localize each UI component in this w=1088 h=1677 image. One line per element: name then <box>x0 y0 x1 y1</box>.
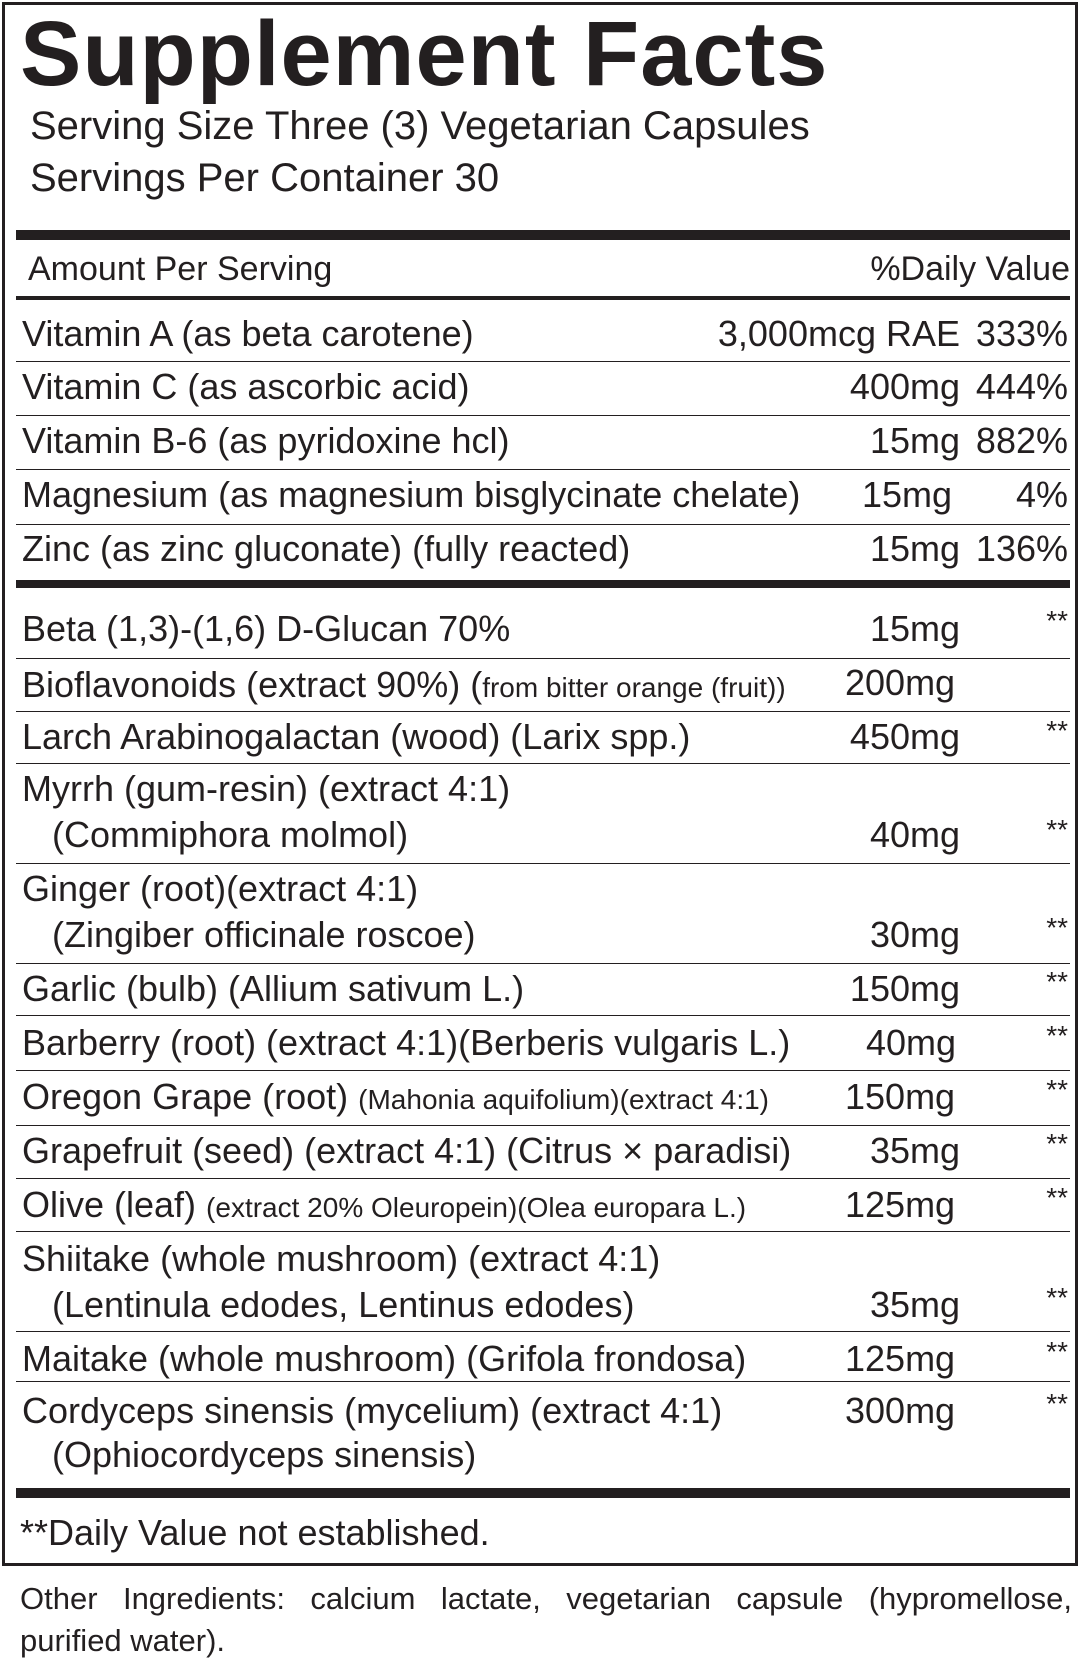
nutrient-amount: 400mg <box>849 366 960 407</box>
row-divider <box>16 361 1070 362</box>
row-divider <box>16 1070 1070 1071</box>
thick-divider <box>16 1488 1070 1498</box>
ingredient-amount: 30mg <box>869 914 960 955</box>
nutrient-name: Vitamin C (as ascorbic acid) <box>22 366 470 407</box>
dv-not-established-mark: ** <box>1046 1182 1068 1213</box>
nutrient-amount: 3,000mcg RAE <box>717 313 960 354</box>
dv-not-established-mark: ** <box>1046 1128 1068 1159</box>
ingredient-name: Myrrh (gum-resin) (extract 4:1) <box>22 768 511 809</box>
ingredient-latin-name: (Lentinula edodes, Lentinus edodes) <box>52 1284 635 1325</box>
panel-title: Supplement Facts <box>20 3 829 105</box>
ingredient-amount: 15mg <box>869 608 960 649</box>
ingredient-amount: 200mg <box>845 662 956 703</box>
ingredient-name: Bioflavonoids (extract 90%) (from bitter orange (fruit)) <box>22 664 786 705</box>
nutrient-name: Vitamin B-6 (as pyridoxine hcl) <box>22 420 510 461</box>
servings-per-container: Servings Per Container 30 <box>30 156 500 200</box>
ingredient-amount: 150mg <box>845 1076 956 1117</box>
ingredient-latin-name: (Zingiber officinale roscoe) <box>52 914 476 955</box>
ingredient-name: Cordyceps sinensis (mycelium) (extract 4:1) <box>22 1390 723 1431</box>
ingredient-amount: 125mg <box>845 1338 956 1379</box>
daily-value-header: %Daily Value <box>870 250 1070 288</box>
daily-value-footnote: **Daily Value not established. <box>20 1512 490 1553</box>
ingredient-amount: 150mg <box>849 968 960 1009</box>
ingredient-amount: 40mg <box>869 814 960 855</box>
ingredient-name: Ginger (root)(extract 4:1) <box>22 868 419 909</box>
row-divider <box>16 469 1070 470</box>
ingredient-name: Maitake (whole mushroom) (Grifola frondosa) <box>22 1338 747 1379</box>
nutrient-name: Zinc (as zinc gluconate) (fully reacted) <box>22 528 631 569</box>
ingredient-name: Garlic (bulb) (Allium sativum L.) <box>22 968 525 1009</box>
dv-not-established-mark: ** <box>1046 715 1068 746</box>
nutrient-dv: 136% <box>975 528 1068 569</box>
ingredient-name: Olive (leaf) (extract 20% Oleuropein)(Olea europara L.) <box>22 1184 747 1225</box>
dv-not-established-mark: ** <box>1046 1282 1068 1313</box>
ingredient-amount: 40mg <box>866 1022 957 1063</box>
dv-not-established-mark: ** <box>1046 912 1068 943</box>
nutrient-dv: 4% <box>1015 474 1068 515</box>
ingredient-name: Oregon Grape (root) (Mahonia aquifolium)(extract 4:1) <box>22 1076 769 1117</box>
ingredient-name: Barberry (root) (extract 4:1)(Berberis vulgaris L.) <box>22 1022 791 1063</box>
row-divider <box>16 1231 1070 1232</box>
row-divider <box>16 1125 1070 1126</box>
other-ingredients: Other Ingredients: calcium lactate, vegetarian capsule (hypromellose, purified water). <box>20 1581 1072 1658</box>
dv-not-established-mark: ** <box>1046 605 1068 636</box>
row-divider <box>16 1331 1070 1332</box>
nutrient-dv: 333% <box>975 313 1068 354</box>
amount-per-serving-header: Amount Per Serving <box>28 250 333 288</box>
thick-divider <box>16 580 1070 588</box>
ingredient-amount: 35mg <box>869 1284 960 1325</box>
nutrient-dv: 444% <box>975 366 1068 407</box>
ingredient-amount: 35mg <box>869 1130 960 1171</box>
row-divider <box>16 863 1070 864</box>
nutrient-amount: 15mg <box>869 528 960 569</box>
dv-not-established-mark: ** <box>1046 1020 1068 1051</box>
nutrient-dv: 882% <box>975 420 1068 461</box>
row-divider <box>16 963 1070 964</box>
row-divider <box>16 1178 1070 1179</box>
serving-size: Serving Size Three (3) Vegetarian Capsules <box>30 104 810 148</box>
dv-not-established-mark: ** <box>1046 1074 1068 1105</box>
ingredient-amount: 300mg <box>845 1390 956 1431</box>
row-divider <box>16 658 1070 659</box>
ingredient-name: Grapefruit (seed) (extract 4:1) (Citrus × paradisi) <box>22 1130 792 1171</box>
row-divider <box>16 711 1070 712</box>
row-divider <box>16 763 1070 764</box>
row-divider <box>16 1015 1070 1016</box>
dv-not-established-mark: ** <box>1046 1336 1068 1367</box>
thick-divider <box>16 230 1070 240</box>
row-divider <box>16 1381 1070 1382</box>
dv-not-established-mark: ** <box>1046 814 1068 845</box>
row-divider <box>16 524 1070 525</box>
ingredient-latin-name: (Ophiocordyceps sinensis) <box>52 1434 477 1475</box>
dv-not-established-mark: ** <box>1046 1388 1068 1419</box>
ingredient-name: Shiitake (whole mushroom) (extract 4:1) <box>22 1238 661 1279</box>
dv-not-established-mark: ** <box>1046 966 1068 997</box>
ingredient-amount: 450mg <box>849 716 960 757</box>
nutrient-name: Vitamin A (as beta carotene) <box>22 313 474 354</box>
ingredient-amount: 125mg <box>845 1184 956 1225</box>
ingredient-name: Larch Arabinogalactan (wood) (Larix spp.) <box>22 716 691 757</box>
nutrient-amount: 15mg <box>862 474 953 515</box>
ingredient-name: Beta (1,3)-(1,6) D-Glucan 70% <box>22 608 511 649</box>
ingredient-latin-name: (Commiphora molmol) <box>52 814 409 855</box>
row-divider <box>16 415 1070 416</box>
nutrient-amount: 15mg <box>869 420 960 461</box>
header-divider <box>16 296 1070 300</box>
nutrient-name: Magnesium (as magnesium bisglycinate chelate) <box>22 474 801 515</box>
